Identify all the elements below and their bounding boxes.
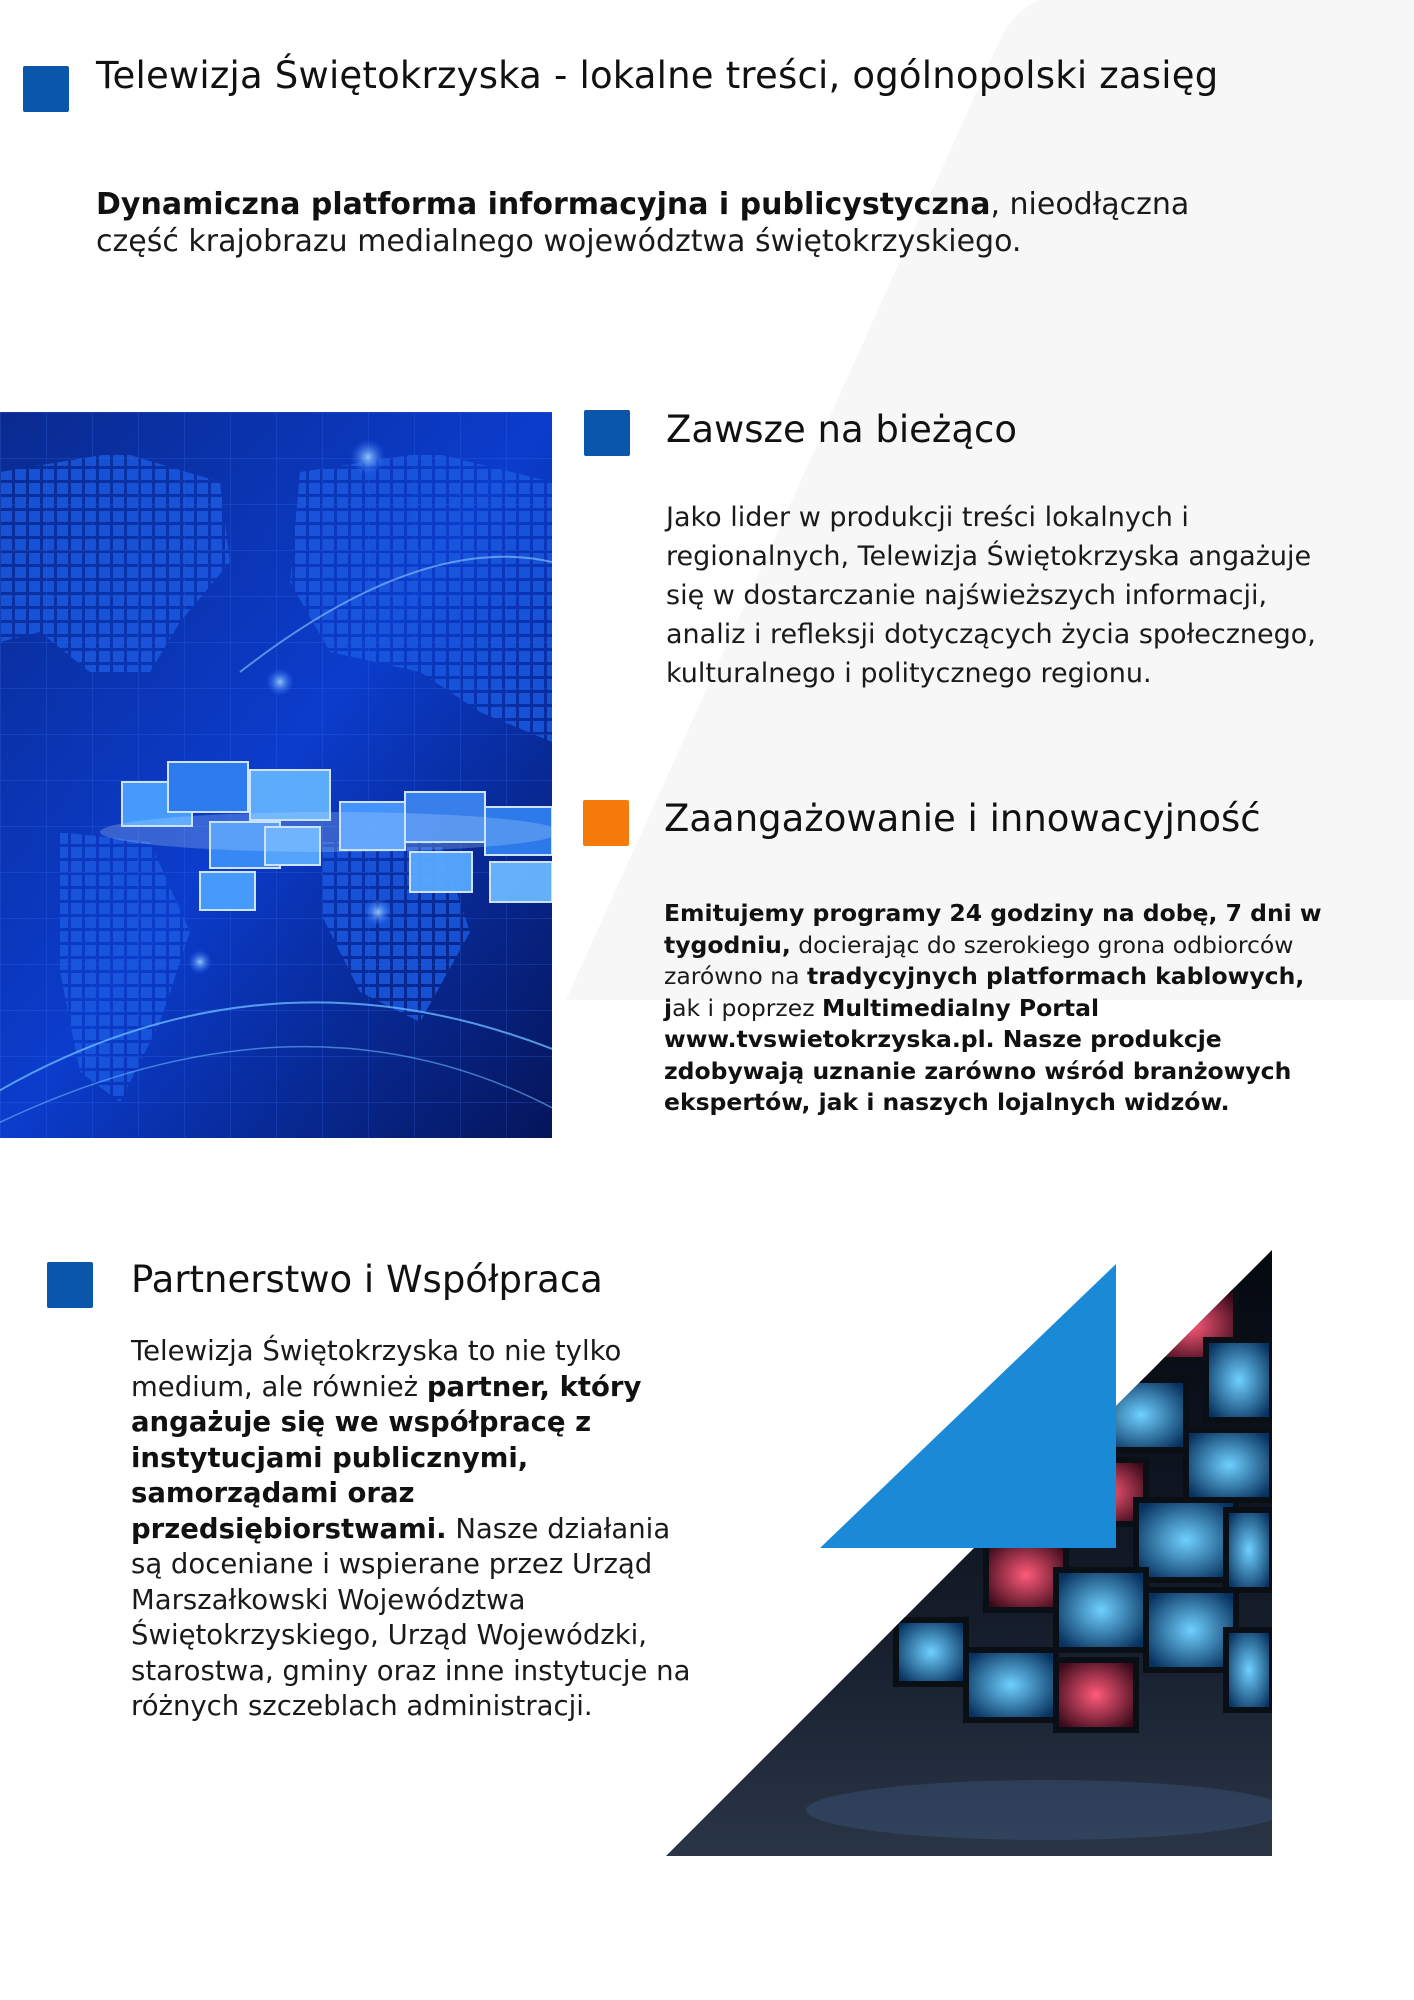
section-title-zaangazowanie: Zaangażowanie i innowacyjność bbox=[664, 797, 1261, 840]
section-square-bullet-icon bbox=[47, 1262, 93, 1308]
section-body-zawsze: Jako lider w produkcji treści lokalnych i regionalnych, Telewizja Świętokrzyska angażuje się w dostarczanie najświeższych informacji, analiz i refleksji dotyczących życia społecznego, kulturalnego i politycznego regionu. bbox=[666, 502, 1316, 689]
section-body-zaangazowanie bbox=[664, 898, 1344, 1119]
body-text-part: docierając do szerokiego grona odbiorców zarówno na bbox=[664, 930, 1294, 990]
body-bold-part: Emitujemy programy 24 godziny na dobę, 7 dni w tygodniu, bbox=[664, 899, 1322, 959]
world-map-screens-image bbox=[0, 412, 552, 1138]
intro-bold: Dynamiczna platforma informacyjna i publicystyczna bbox=[96, 187, 991, 222]
section-square-bullet-icon bbox=[583, 800, 629, 846]
body-text-part: Nasze działania są doceniane i wspierane przez Urząd Marszałkowski Województwa Świętokrzyskiego, Urząd Wojewódzki, starostwa, gminy oraz inne instytucje na różnych szczeblach administracji. bbox=[131, 1512, 691, 1722]
intro-text: , nieodłączna część krajobrazu medialnego województwa świętokrzyskiego. bbox=[96, 187, 1190, 259]
body-bold-part: Multimedialny Portal www.tvswietokrzyska.pl. Nasze produkcje zdobywają uznanie zarówno wśród branżowych ekspertów, jak i naszych lojalnych widzów. bbox=[664, 993, 1292, 1116]
section-title-partnerstwo: Partnerstwo i Współpraca bbox=[131, 1258, 603, 1301]
section-title-zawsze: Zawsze na bieżąco bbox=[666, 408, 1017, 451]
body-bold-part: tradycyjnych platformach kablowych, j bbox=[664, 962, 1305, 1022]
body-text-part: ak i poprzez bbox=[672, 993, 823, 1022]
tv-screens-collage-image bbox=[666, 1250, 1272, 1856]
intro-paragraph bbox=[96, 186, 1276, 260]
header-square-bullet-icon bbox=[23, 66, 69, 112]
section-body-partnerstwo bbox=[131, 1334, 691, 1725]
body-text-part: Telewizja Świętokrzyska to nie tylko medium, ale również bbox=[131, 1335, 622, 1403]
body-bold-part: partner, który angażuje się we współpracę z instytucjami publicznymi, samorządami oraz przedsiębiorstwami. bbox=[131, 1370, 642, 1545]
page-title: Telewizja Świętokrzyska - lokalne treści, ogólnopolski zasięg bbox=[96, 54, 1219, 97]
section-square-bullet-icon bbox=[584, 410, 630, 456]
